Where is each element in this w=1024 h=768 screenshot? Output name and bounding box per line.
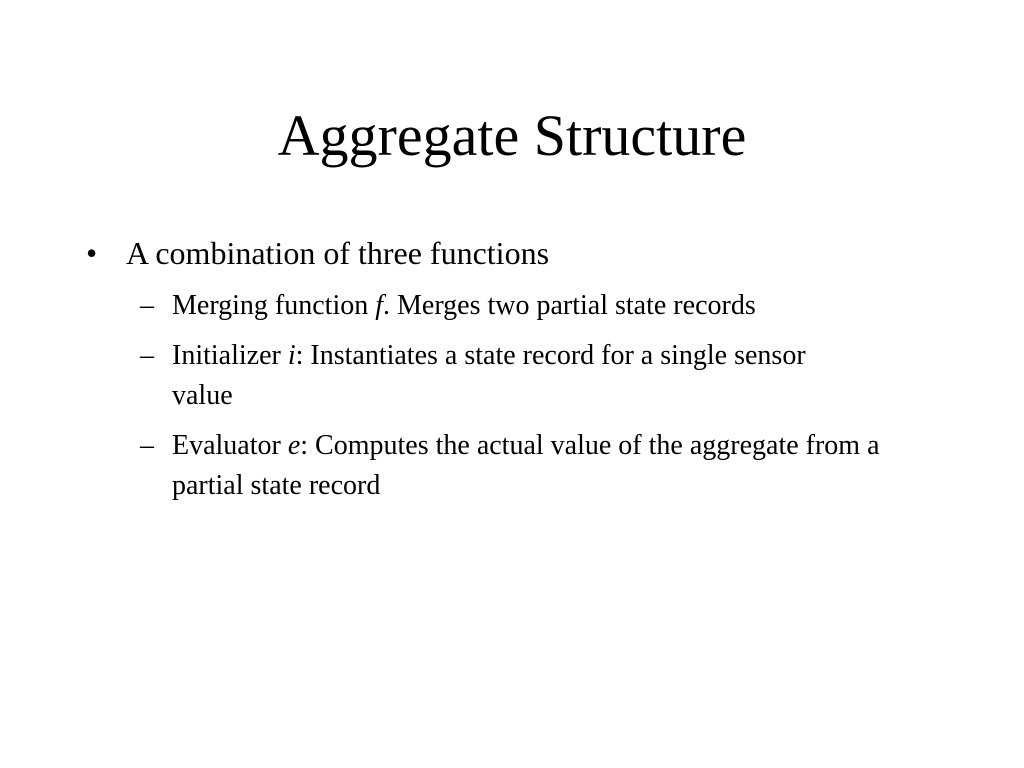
sub-bullet-prefix: Evaluator <box>172 430 288 461</box>
bullet-item <box>86 230 966 276</box>
sub-bullet-text <box>172 286 960 326</box>
sub-bullet-marker: – <box>140 430 154 461</box>
sub-bullet-variable: f <box>375 290 384 321</box>
slide-title: Aggregate Structure <box>277 103 747 168</box>
bullet-marker: • <box>86 235 98 271</box>
sub-bullet-item-evaluator <box>140 426 960 506</box>
sub-bullet-suffix: : Computes the actual value of the aggregate from a partial state record <box>172 430 880 501</box>
sub-bullet-variable: e <box>287 430 301 461</box>
sub-bullet-prefix: Initializer <box>172 340 288 371</box>
bullet-text: A combination of three functions <box>126 235 550 271</box>
sub-bullet-variable: i <box>287 340 296 371</box>
sub-bullet-marker: – <box>140 290 154 321</box>
sub-bullet-suffix: . Merges two partial state records <box>383 290 756 321</box>
sub-bullet-marker: – <box>140 340 154 371</box>
sub-bullet-suffix: : Instantiates a state record for a single sensor value <box>172 340 806 411</box>
sub-bullet-list <box>140 286 960 516</box>
sub-bullet-item-merging <box>140 286 960 326</box>
sub-bullet-text <box>172 426 952 506</box>
sub-bullet-text <box>172 336 862 416</box>
sub-bullet-item-initializer <box>140 336 960 416</box>
sub-bullet-prefix: Merging function <box>172 290 376 321</box>
